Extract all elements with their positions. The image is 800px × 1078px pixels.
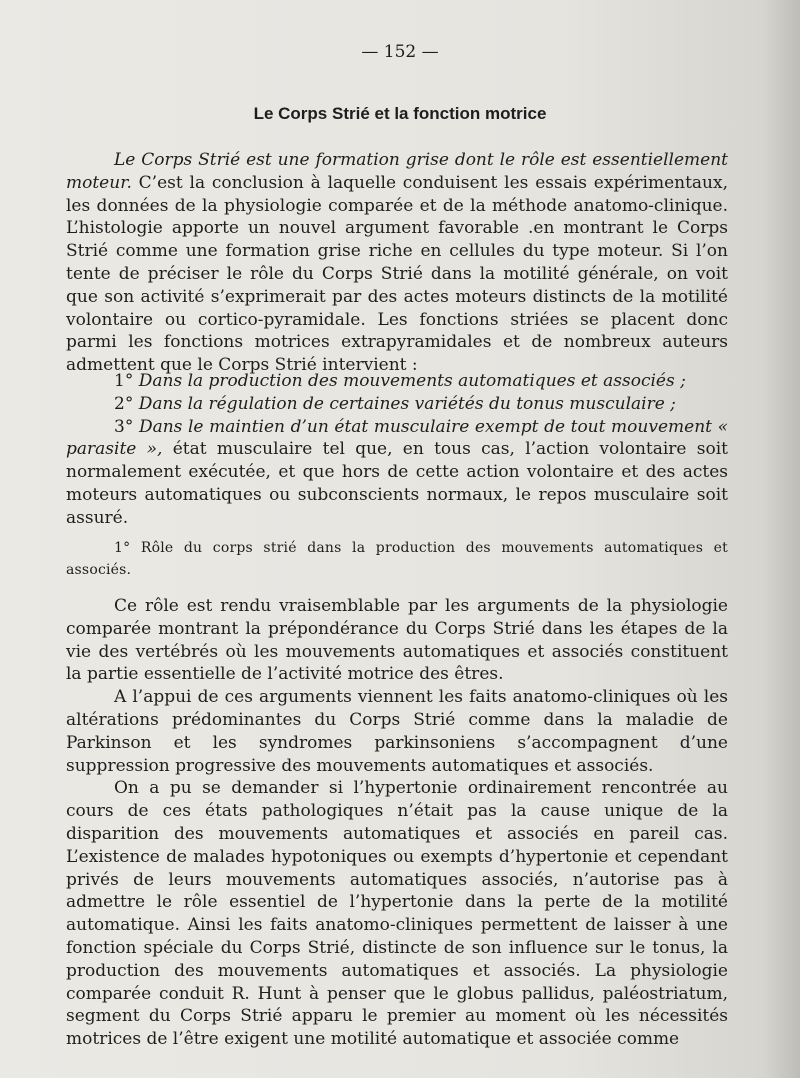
list-item — [66, 416, 728, 530]
intro-italic-lead: Le Corps Strié est une formation grise dont le rôle est essentiellement moteur. — [66, 150, 728, 193]
intro-paragraph — [66, 149, 728, 377]
intro-text: C’est la conclusion à laquelle conduisent les essais expérimentaux, les données de la physiologie comparée et de la méthode anatomo-clinique. L’histologie apporte un nouvel argument favorable .en montrant le Corps Strié comme une formation grise riche en cellules du type moteur. Si l’on tente de préciser le rôle du Corps Strié dans la motilité générale, on voit que son activité s’exprimerait par des actes moteurs distincts de la motilité volontaire ou cortico-pyramidale. Les fonctions striées se placent donc parmi les fonctions motrices extrapyramidales et de nombreux auteurs admettent que le Corps Strié intervient : — [66, 172, 728, 376]
page-number: — 152 — — [361, 42, 439, 62]
list-item — [66, 370, 728, 393]
section-number: 1° — [114, 540, 131, 556]
list-item-rest: état musculaire tel que, en tous cas, l’action volontaire soit normalement exécutée, et que hors de cette action volontaire et des actes moteurs automatiques ou subconscients normaux, le repos musculaire soit assuré. — [66, 439, 728, 528]
list-item-number: 1° — [114, 371, 134, 391]
list-item-italic: Dans la production des mouvements automatiques et associés ; — [138, 371, 686, 391]
page-heading: Le Corps Strié et la fonction motrice — [253, 104, 547, 123]
list-item-number: 3° — [114, 416, 134, 437]
section-title: Rôle du corps strié dans la production des mouvements automatiques et associés. — [66, 540, 728, 578]
body-paragraph: On a pu se demander si l’hypertonie ordinairement rencontrée au cours de ces états pathologiques n’était pas la cause unique de la disparition des mouvements automatiques et associés en pareil cas. L’existence de malades hypotoniques ou exempts d’hypertonie et cependant privés de leurs mouvements automatiques associés, n’autorise pas à admettre le rôle essentiel de l’hypertonie dans la perte de la motilité automatique. Ainsi les faits anatomo-cliniques permettent de laisser à une fonction spéciale du Corps Strié, distincte de son influence sur le tonus, la production des mouvements automatiques et associés. La physiologie comparée conduit R. Hunt à penser que le globus pallidus, paléostriatum, segment du Corps Strié apparu le premier au moment où les nécessités motrices de l’être exigent une motilité automatique et associée comme — [66, 778, 728, 1050]
list-item — [66, 393, 728, 416]
list-item-number: 2° — [114, 393, 134, 414]
section-body — [66, 595, 728, 1051]
page-edge-shadow — [762, 0, 800, 1078]
body-paragraph: A l’appui de ces arguments viennent les faits anatomo-cliniques où les altérations prédominantes du Corps Strié comme dans la maladie de Parkinson et les syndromes parkinsoniens s’accompagnent d’une suppression progressive des mouvements automatiques et associés. — [66, 687, 728, 776]
list-item-italic: Dans la régulation de certaines variétés du tonus musculaire ; — [138, 393, 676, 414]
section-heading — [66, 537, 728, 581]
list-item-italic: Dans le maintien d’un état musculaire exempt de tout mouvement « parasite », — [66, 416, 728, 460]
body-paragraph: Ce rôle est rendu vraisemblable par les arguments de la physiologie comparée montrant la prépondérance du Corps Strié dans les étapes de la vie des vertébrés où les mouvements automatiques et associés constituent la partie essentielle de l’activité motrice des êtres. — [66, 596, 728, 685]
function-list — [66, 370, 728, 530]
